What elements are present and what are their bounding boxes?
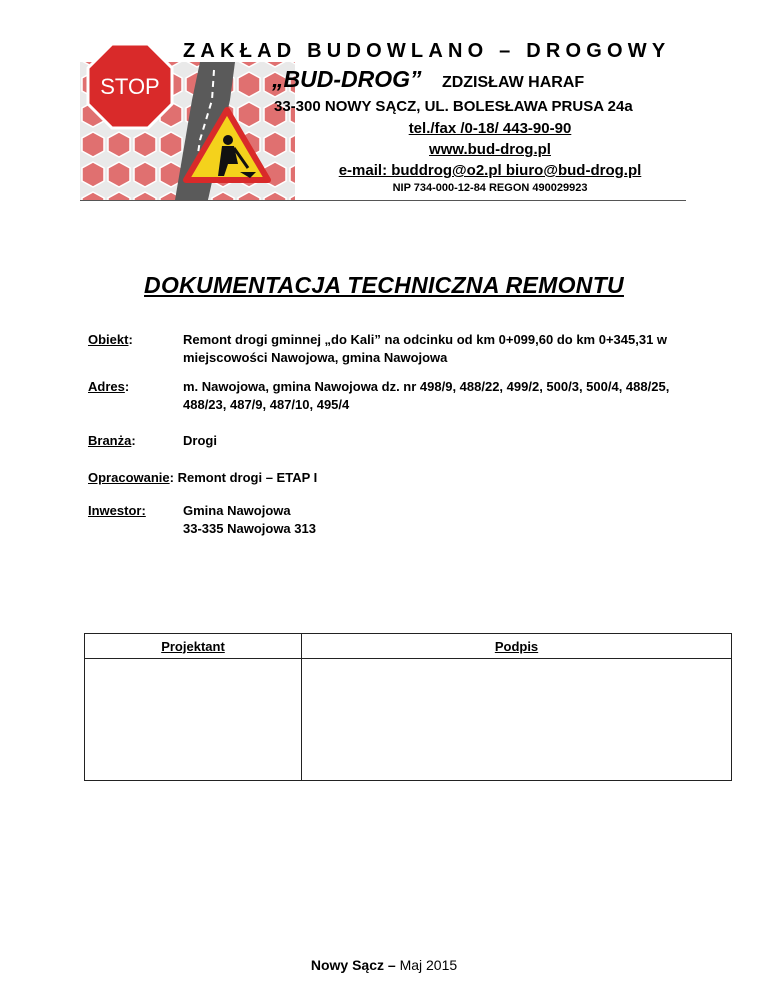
adres-value: m. Nawojowa, gmina Nawojowa dz. nr 498/9, 488/22, 499/2, 500/3, 500/4, 488/25, 488/23, 487/9, 487/10, 495/4 bbox=[183, 379, 670, 412]
owner-name: ZDZISŁAW HARAF bbox=[441, 74, 585, 91]
stop-sign-text: STOP bbox=[100, 74, 160, 99]
adres-label: Adres: bbox=[88, 379, 130, 394]
projektant-cell bbox=[85, 659, 302, 781]
nip-regon: NIP 734-000-12-84 REGON 490029923 bbox=[392, 182, 588, 194]
inwestor-address: 33-335 Nawojowa 313 bbox=[183, 521, 316, 536]
company-name: ZAKŁAD BUDOWLANO – DROGOWY bbox=[183, 40, 671, 62]
signature-table bbox=[84, 633, 732, 781]
podpis-cell bbox=[302, 659, 732, 781]
company-address: 33-300 NOWY SĄCZ, UL. BOLESŁAWA PRUSA 24a bbox=[274, 98, 633, 115]
website-link[interactable]: www.bud-drog.pl bbox=[429, 141, 551, 158]
header-divider bbox=[80, 200, 686, 201]
company-logo bbox=[80, 40, 295, 200]
inwestor-label: Inwestor: bbox=[88, 503, 146, 518]
branza-label: Branża: bbox=[88, 433, 136, 448]
phone-fax: tel./fax /0-18/ 443-90-90 bbox=[408, 120, 572, 137]
obiekt-value: Remont drogi gminnej „do Kali” na odcinku od km 0+099,60 do km 0+345,31 w miejscowości Nawojowa, gmina Nawojowa bbox=[183, 332, 668, 365]
obiekt-label: Obiekt: bbox=[88, 332, 133, 347]
branza-value: Drogi bbox=[183, 433, 217, 448]
footer-place-date: Nowy Sącz – Maj 2015 bbox=[310, 957, 458, 973]
projektant-header: Projektant bbox=[85, 634, 302, 659]
opracowanie-line: Opracowanie: Remont drogi – ETAP I bbox=[88, 470, 318, 485]
email-links[interactable]: e-mail: buddrog@o2.pl biuro@bud-drog.pl bbox=[338, 162, 642, 179]
podpis-header: Podpis bbox=[302, 634, 732, 659]
brand-name: „BUD-DROG” bbox=[272, 66, 422, 92]
brand-row bbox=[272, 66, 584, 93]
inwestor-name: Gmina Nawojowa bbox=[183, 503, 291, 518]
document-title: DOKUMENTACJA TECHNICZNA REMONTU bbox=[144, 272, 624, 298]
